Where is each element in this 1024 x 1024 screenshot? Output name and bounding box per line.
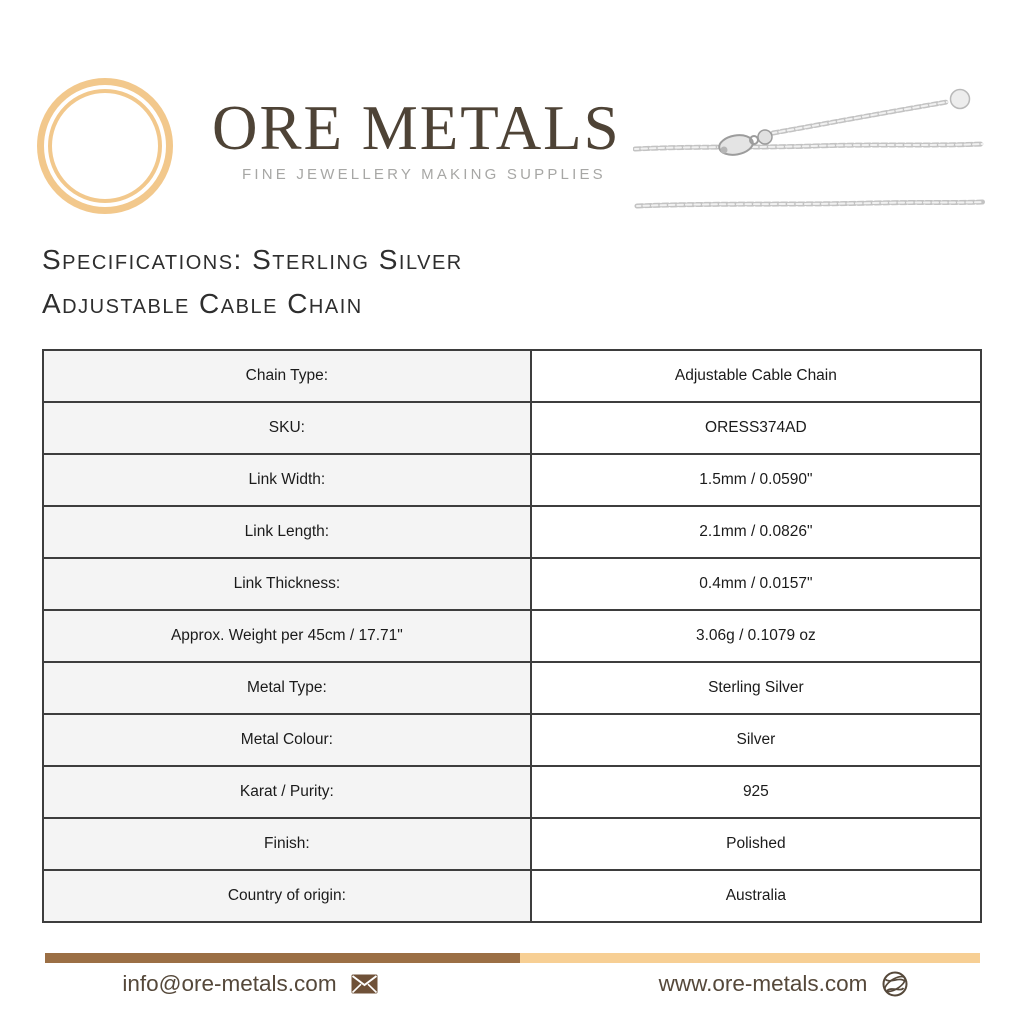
spec-value: 1.5mm / 0.0590" [531, 454, 981, 506]
spec-label: Country of origin: [43, 870, 531, 922]
spec-label: Chain Type: [43, 350, 531, 402]
email-text: info@ore-metals.com [122, 971, 337, 996]
table-row [43, 662, 981, 714]
spec-label: Link Length: [43, 506, 531, 558]
table-row [43, 454, 981, 506]
page-title-line1: Specifications: Sterling Silver [42, 244, 463, 275]
table-row [43, 714, 981, 766]
brand-name: ORE METALS [212, 93, 621, 163]
brand-block [212, 93, 632, 183]
spec-value: 2.1mm / 0.0826" [531, 506, 981, 558]
table-row [43, 610, 981, 662]
page-title [42, 238, 463, 326]
spec-label: Karat / Purity: [43, 766, 531, 818]
divider-brown-segment [45, 953, 520, 963]
envelope-icon [351, 974, 378, 994]
table-row [43, 818, 981, 870]
product-image-chain [633, 70, 985, 222]
spec-label: Link Thickness: [43, 558, 531, 610]
globe-icon [881, 970, 909, 998]
contact-website[interactable] [544, 964, 1024, 1004]
website-text: www.ore-metals.com [658, 971, 868, 996]
spec-label: Link Width: [43, 454, 531, 506]
spec-value: ORESS374AD [531, 402, 981, 454]
brand-ring-icon [37, 78, 173, 214]
brand-ring-inner [48, 89, 162, 203]
spec-value: Sterling Silver [531, 662, 981, 714]
table-row [43, 350, 981, 402]
spec-value: 925 [531, 766, 981, 818]
table-row [43, 766, 981, 818]
spec-value: Australia [531, 870, 981, 922]
end-disc [951, 90, 970, 109]
footer-contacts [0, 964, 1024, 1004]
spec-label: Approx. Weight per 45cm / 17.71" [43, 610, 531, 662]
spec-label: Finish: [43, 818, 531, 870]
table-row [43, 558, 981, 610]
divider-tan-segment [520, 953, 980, 963]
spec-value: Silver [531, 714, 981, 766]
spec-value: Adjustable Cable Chain [531, 350, 981, 402]
brand-tagline: FINE JEWELLERY MAKING SUPPLIES [242, 166, 606, 183]
chain-illustration [633, 70, 985, 222]
table-row [43, 506, 981, 558]
adjuster-bead [758, 130, 772, 144]
spec-value: Polished [531, 818, 981, 870]
spec-label: SKU: [43, 402, 531, 454]
spec-value: 0.4mm / 0.0157" [531, 558, 981, 610]
spec-label: Metal Type: [43, 662, 531, 714]
contact-email[interactable] [0, 964, 500, 1004]
lobster-clasp [718, 133, 758, 158]
page-title-line2: Adjustable Cable Chain [42, 288, 363, 319]
table-row [43, 870, 981, 922]
footer-divider [45, 953, 980, 963]
table-row [43, 402, 981, 454]
spec-value: 3.06g / 0.1079 oz [531, 610, 981, 662]
spec-table [42, 349, 982, 923]
spec-label: Metal Colour: [43, 714, 531, 766]
